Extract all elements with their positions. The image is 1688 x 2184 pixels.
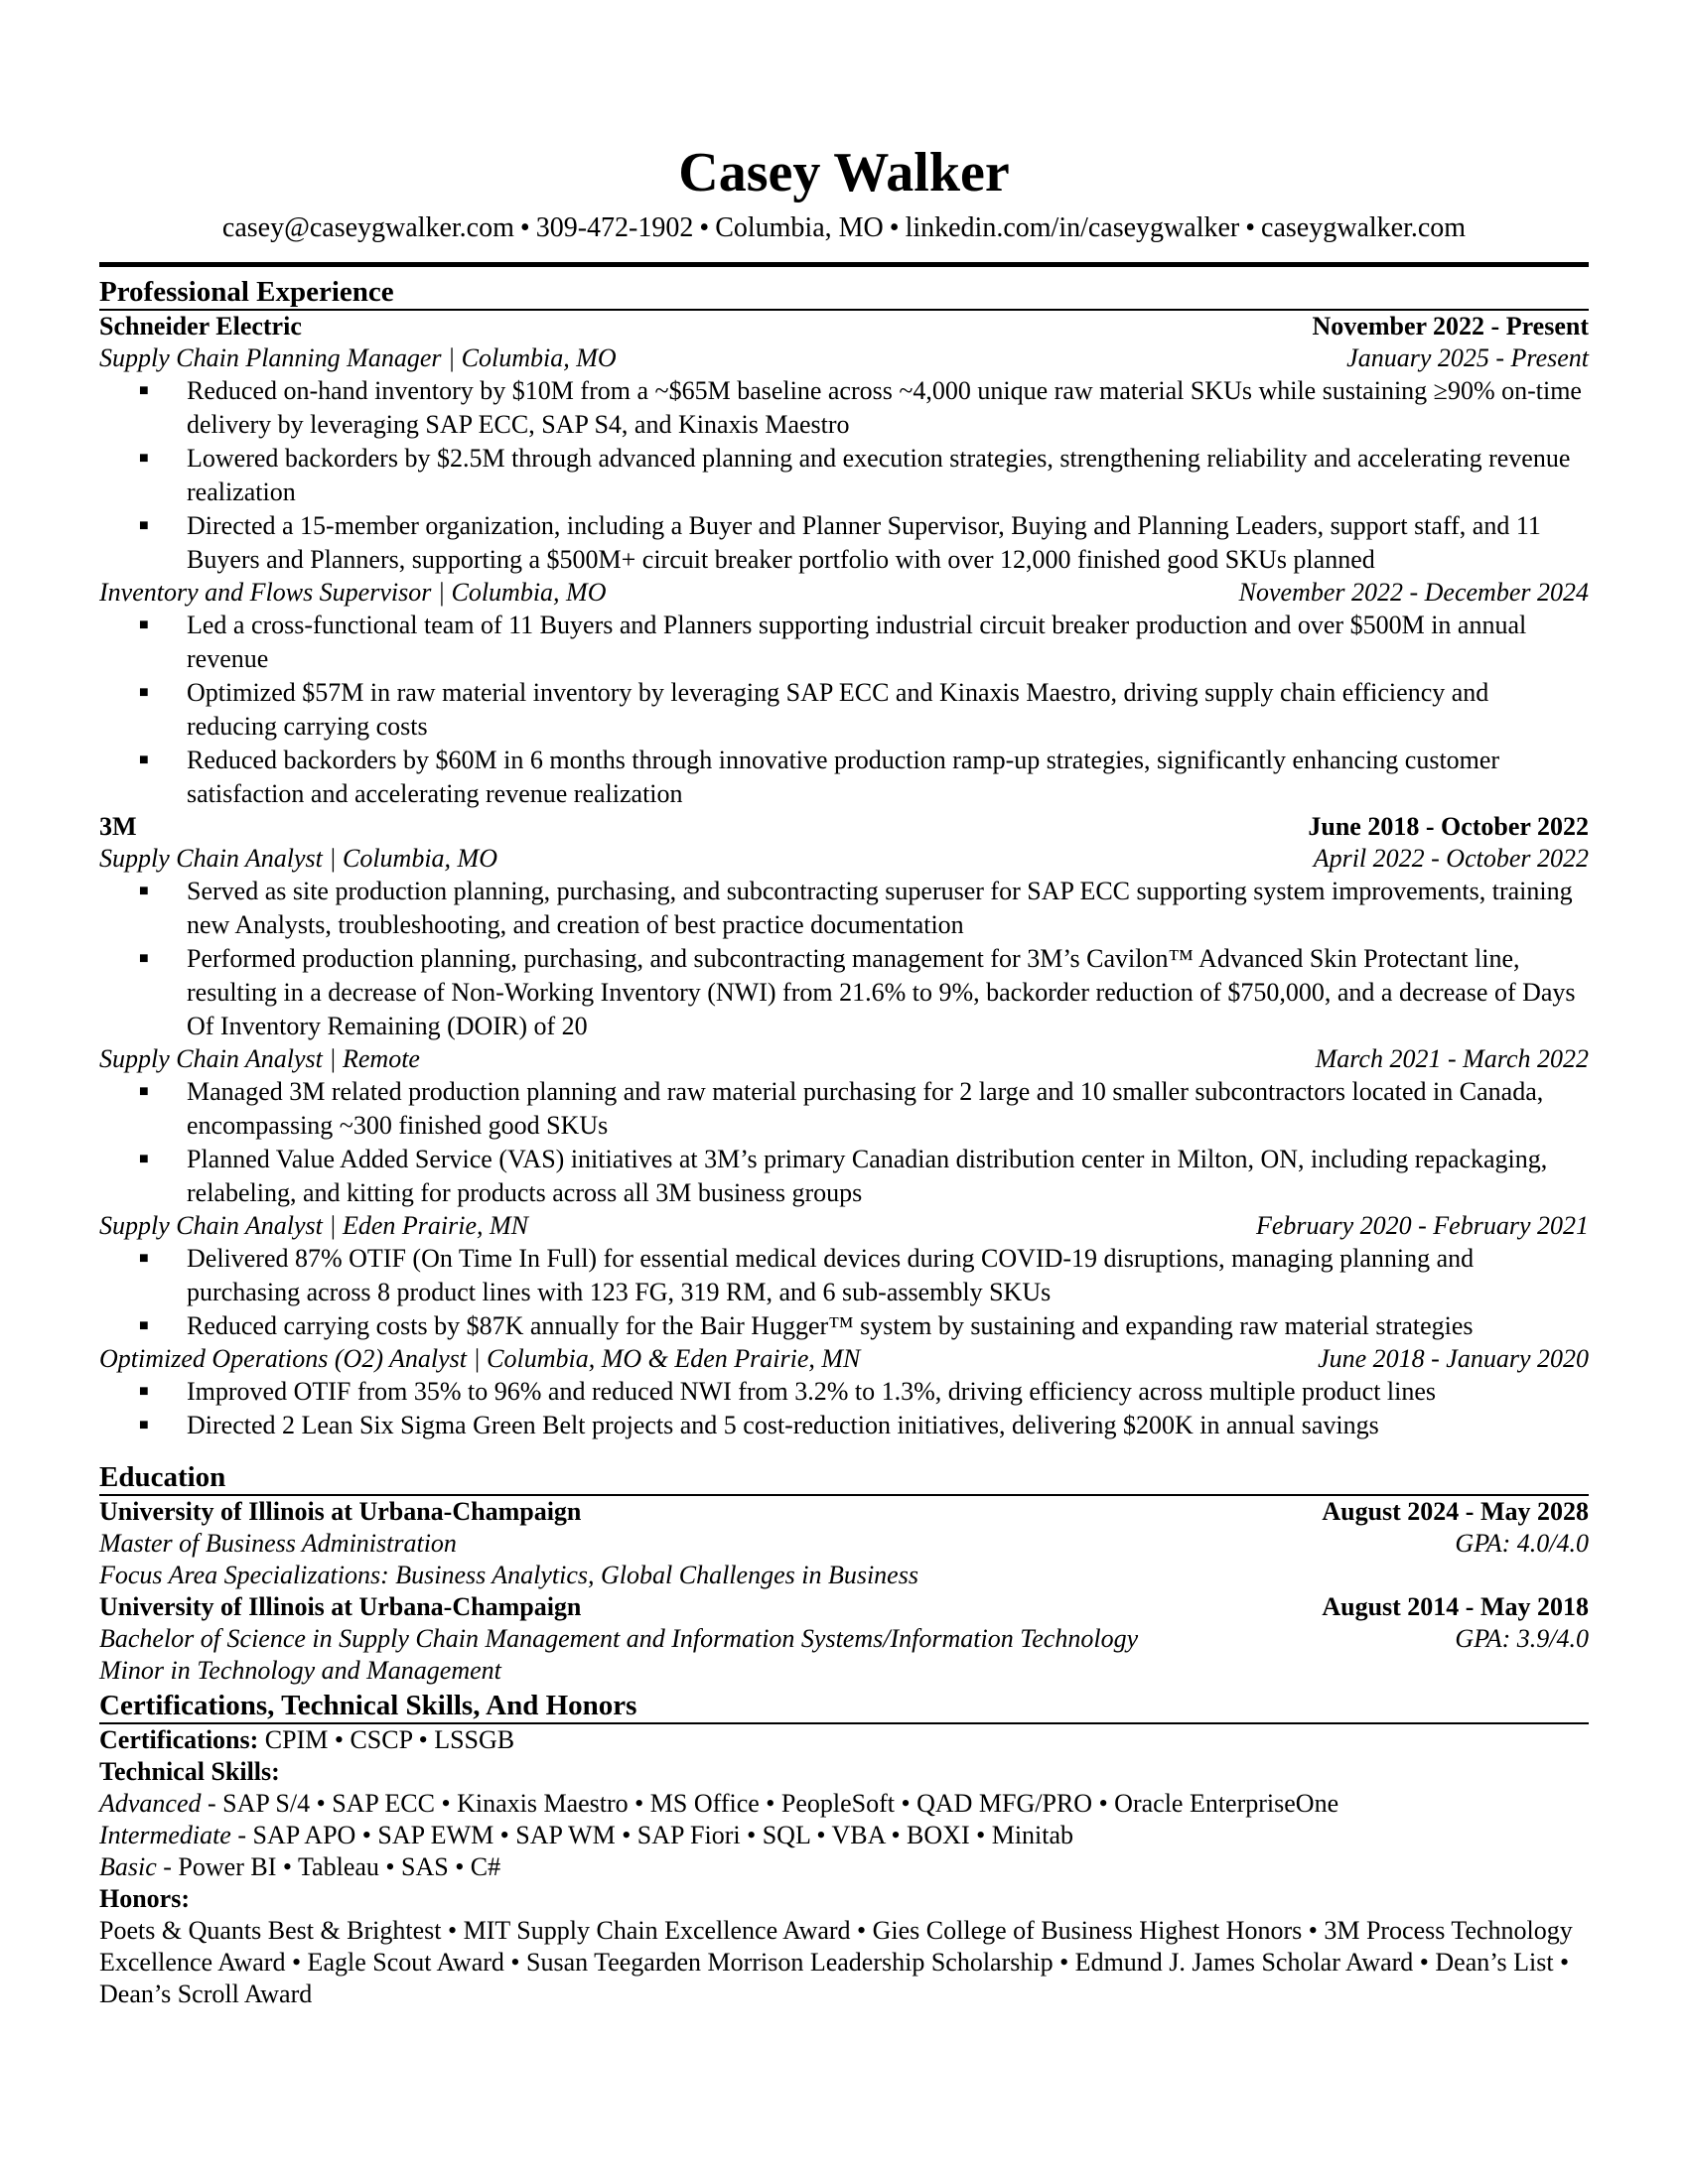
role-title: Supply Chain Planning Manager | Columbia, MO <box>99 343 617 372</box>
role-dates: March 2021 - March 2022 <box>1315 1044 1589 1073</box>
role-row <box>99 1343 1589 1375</box>
technical-skills-label: Technical Skills: <box>99 1757 280 1786</box>
role-bullets <box>99 1242 1589 1343</box>
bullet-square-icon: ■ <box>139 517 149 534</box>
school-dates: August 2024 - May 2028 <box>1322 1497 1589 1526</box>
separator-dot: • <box>1245 212 1256 243</box>
list-item <box>99 1409 1589 1442</box>
role-row <box>99 577 1589 609</box>
bullet-text: Delivered 87% OTIF (On Time In Full) for essential medical devices during COVID-19 disruptions, managing planning and purchasing across 8 product lines with 123 FG, 319 RM, and 6 sub-assembly SKUs <box>187 1244 1475 1306</box>
bullet-square-icon: ■ <box>139 751 149 768</box>
list-item <box>99 942 1589 1043</box>
contact-website[interactable]: caseygwalker.com <box>1261 212 1467 243</box>
role-row <box>99 843 1589 875</box>
contact-email[interactable]: casey@caseygwalker.com <box>221 212 514 243</box>
list-item <box>99 374 1589 442</box>
company-dates: June 2018 - October 2022 <box>1308 812 1589 841</box>
school-row <box>99 1496 1589 1528</box>
experience-section-title: Professional Experience <box>99 267 1589 311</box>
advanced-value: - SAP S/4 • SAP ECC • Kinaxis Maestro • MS Office • PeopleSoft • QAD MFG/PRO • Oracle EnterpriseOne <box>201 1789 1339 1818</box>
bullet-text: Lowered backorders by $2.5M through advanced planning and execution strategies, strengthening reliability and accelerating revenue realization <box>187 444 1571 506</box>
bullet-text: Served as site production planning, purchasing, and subcontracting superuser for SAP ECC supporting system improvements, training new Analysts, troubleshooting, and creation of best practice documentation <box>187 877 1573 939</box>
degree-row <box>99 1528 1589 1560</box>
list-item <box>99 676 1589 744</box>
role-bullets <box>99 875 1589 1043</box>
role-title: Supply Chain Analyst | Remote <box>99 1044 420 1073</box>
bullet-text: Improved OTIF from 35% to 96% and reduced NWI from 3.2% to 1.3%, driving efficiency across multiple product lines <box>187 1377 1437 1406</box>
school-dates: August 2014 - May 2018 <box>1322 1592 1589 1621</box>
role-bullets <box>99 1075 1589 1210</box>
role-dates: April 2022 - October 2022 <box>1313 844 1589 873</box>
honors-label: Honors: <box>99 1884 190 1913</box>
candidate-name: Casey Walker <box>678 142 1010 204</box>
bullet-square-icon: ■ <box>139 1317 149 1334</box>
bullet-square-icon: ■ <box>139 684 149 701</box>
intermediate-value: - SAP APO • SAP EWM • SAP WM • SAP Fiori • SQL • VBA • BOXI • Minitab <box>230 1821 1074 1849</box>
school-name: University of Illinois at Urbana-Champaign <box>99 1592 582 1621</box>
degree-gpa: GPA: 3.9/4.0 <box>1455 1624 1589 1653</box>
certifications-value: CPIM • CSCP • LSSGB <box>264 1725 515 1754</box>
bullet-square-icon: ■ <box>139 1151 149 1167</box>
basic-label: Basic <box>99 1852 157 1881</box>
bullet-square-icon: ■ <box>139 950 149 967</box>
bullet-text: Reduced carrying costs by $87K annually for the Bair Hugger™ system by sustaining and expanding raw material strategies <box>187 1311 1474 1340</box>
basic-skills-line <box>99 1851 1589 1883</box>
list-item <box>99 442 1589 509</box>
company-name: 3M <box>99 812 137 841</box>
list-item <box>99 1375 1589 1409</box>
role-dates: February 2020 - February 2021 <box>1255 1211 1589 1240</box>
bullet-square-icon: ■ <box>139 382 149 399</box>
separator-dot: • <box>519 212 530 243</box>
degree-extra: Focus Area Specializations: Business Analytics, Global Challenges in Business <box>99 1561 918 1589</box>
role-title: Optimized Operations (O2) Analyst | Columbia, MO & Eden Prairie, MN <box>99 1344 861 1373</box>
bullet-text: Led a cross-functional team of 11 Buyers and Planners supporting industrial circuit breaker production and over $500M in annual revenue <box>187 611 1527 673</box>
role-bullets <box>99 374 1589 577</box>
bullet-square-icon: ■ <box>139 883 149 899</box>
intermediate-skills-line <box>99 1820 1589 1851</box>
contact-phone[interactable]: 309-472-1902 <box>535 212 694 243</box>
school-row <box>99 1591 1589 1623</box>
bullet-square-icon: ■ <box>139 450 149 467</box>
certifications-line <box>99 1724 1589 1756</box>
role-title: Supply Chain Analyst | Columbia, MO <box>99 844 497 873</box>
degree-title: Bachelor of Science in Supply Chain Management and Information Systems/Information Technology <box>99 1624 1139 1653</box>
contact-line <box>99 210 1589 246</box>
contact-location: Columbia, MO <box>715 212 884 243</box>
list-item <box>99 509 1589 577</box>
bullet-square-icon: ■ <box>139 1250 149 1267</box>
role-row <box>99 1043 1589 1075</box>
bullet-text: Managed 3M related production planning and raw material purchasing for 2 large and 10 smaller subcontractors located in Canada, encompassing ~300 finished good SKUs <box>187 1077 1544 1140</box>
honors-value: Poets & Quants Best & Brightest • MIT Supply Chain Excellence Award • Gies College of Business Highest Honors • 3M Process Technology Excellence Award • Eagle Scout Award • Susan Teegarden Morrison Leadership Scholarship • Edmund J. James Scholar Award • Dean’s List • Dean’s Scroll Award <box>99 1916 1573 2008</box>
company-name: Schneider Electric <box>99 312 302 341</box>
bullet-text: Directed 2 Lean Six Sigma Green Belt projects and 5 cost-reduction initiatives, delivering $200K in annual savings <box>187 1411 1379 1439</box>
separator-dot: • <box>699 212 710 243</box>
certifications-label: Certifications: <box>99 1725 259 1754</box>
education-section-title: Education <box>99 1452 1589 1496</box>
bullet-text: Optimized $57M in raw material inventory by leveraging SAP ECC and Kinaxis Maestro, driving supply chain efficiency and reducing carrying costs <box>187 678 1489 741</box>
role-bullets <box>99 609 1589 811</box>
bullet-text: Reduced backorders by $60M in 6 months through innovative production ramp-up strategies, significantly enhancing customer satisfaction and accelerating revenue realization <box>187 746 1500 808</box>
company-dates: November 2022 - Present <box>1312 312 1589 341</box>
role-dates: November 2022 - December 2024 <box>1238 578 1589 607</box>
list-item <box>99 1242 1589 1309</box>
list-item <box>99 1075 1589 1143</box>
degree-gpa: GPA: 4.0/4.0 <box>1455 1529 1589 1558</box>
bullet-square-icon: ■ <box>139 616 149 633</box>
resume-page <box>99 137 1589 2010</box>
separator-dot: • <box>889 212 900 243</box>
skills-section-title: Certifications, Technical Skills, And Honors <box>99 1687 1589 1724</box>
company-row <box>99 311 1589 342</box>
company-row <box>99 811 1589 843</box>
role-bullets <box>99 1375 1589 1442</box>
intermediate-label: Intermediate <box>99 1821 231 1849</box>
role-dates: June 2018 - January 2020 <box>1318 1344 1589 1373</box>
list-item <box>99 609 1589 676</box>
role-row <box>99 1210 1589 1242</box>
bullet-text: Reduced on-hand inventory by $10M from a ~$65M baseline across ~4,000 unique raw material SKUs while sustaining ≥90% on-time delivery by leveraging SAP ECC, SAP S4, and Kinaxis Maestro <box>187 376 1582 439</box>
role-row <box>99 342 1589 374</box>
role-title: Supply Chain Analyst | Eden Prairie, MN <box>99 1211 529 1240</box>
bullet-text: Performed production planning, purchasing, and subcontracting management for 3M’s Cavilon™ Advanced Skin Protectant line, resulting in a decrease of Non-Working Inventory (NWI) from 21.6% to 9%, backorder reduction of $750,000, and a decrease of Days Of Inventory Remaining (DOIR) of 20 <box>187 944 1576 1040</box>
list-item <box>99 1143 1589 1210</box>
advanced-skills-line <box>99 1788 1589 1820</box>
role-title: Inventory and Flows Supervisor | Columbia, MO <box>99 578 607 607</box>
bullet-square-icon: ■ <box>139 1083 149 1100</box>
list-item <box>99 875 1589 942</box>
bullet-square-icon: ■ <box>139 1417 149 1433</box>
degree-extra: Minor in Technology and Management <box>99 1656 501 1685</box>
bullet-text: Planned Value Added Service (VAS) initiatives at 3M’s primary Canadian distribution center in Milton, ON, including repackaging, relabeling, and kitting for products across all 3M business groups <box>187 1145 1548 1207</box>
advanced-label: Advanced <box>99 1789 202 1818</box>
bullet-text: Directed a 15-member organization, including a Buyer and Planner Supervisor, Buying and Planning Leaders, support staff, and 11 Buyers and Planners, supporting a $500M+ circuit breaker portfolio with over 12,000 finished good SKUs planned <box>187 511 1541 574</box>
list-item <box>99 1309 1589 1343</box>
basic-value: - Power BI • Tableau • SAS • C# <box>156 1852 501 1881</box>
role-dates: January 2025 - Present <box>1346 343 1589 372</box>
school-name: University of Illinois at Urbana-Champaign <box>99 1497 582 1526</box>
contact-linkedin[interactable]: linkedin.com/in/caseygwalker <box>905 212 1240 243</box>
degree-title: Master of Business Administration <box>99 1529 457 1558</box>
degree-row <box>99 1623 1589 1655</box>
list-item <box>99 744 1589 811</box>
bullet-square-icon: ■ <box>139 1383 149 1400</box>
